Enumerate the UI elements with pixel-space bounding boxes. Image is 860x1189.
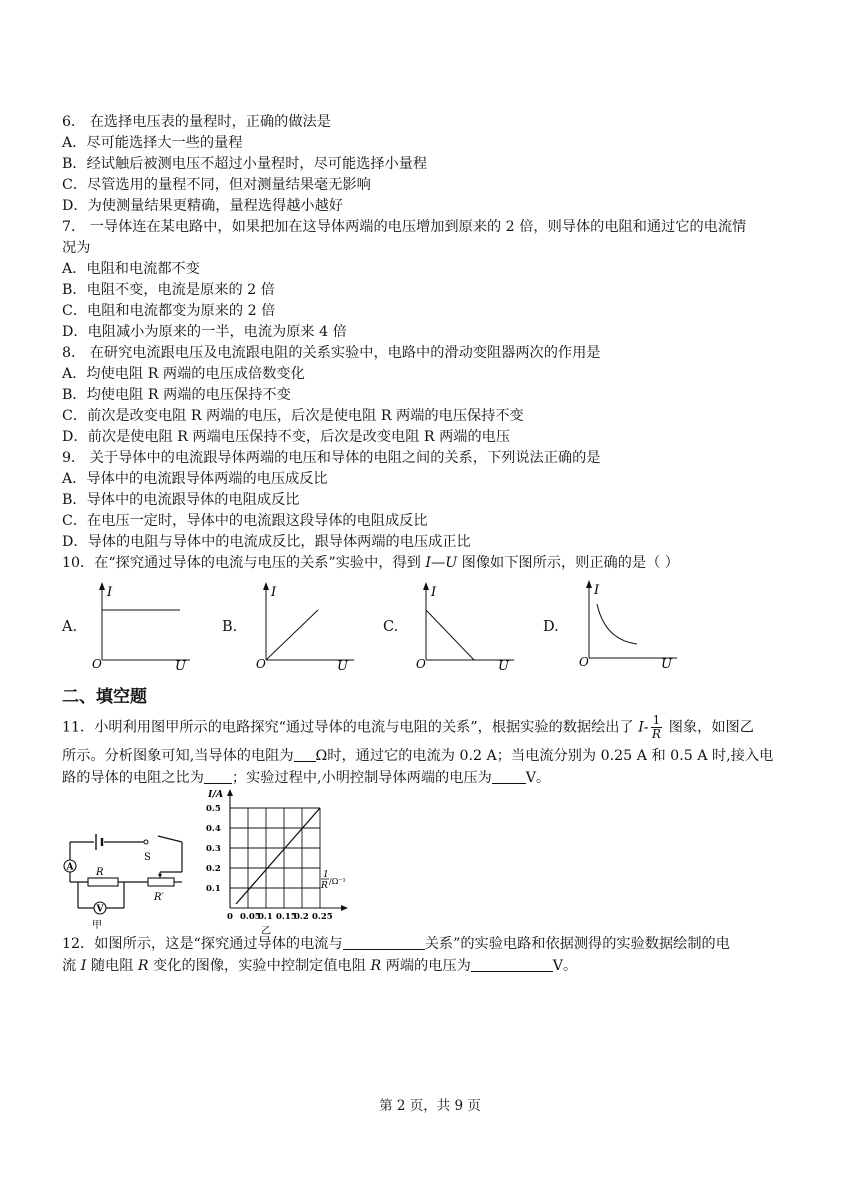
x-axis-label-unit: /Ω⁻¹ [329, 877, 346, 886]
y-tick-label: 0.1 [206, 884, 221, 894]
q11-line3: 路的导体的电阻之比为 ；实验过程中,小明控制导体两端的电压为 V。 [62, 770, 551, 786]
q6-option-c: C．尽管选用的量程不同，但对测量结果毫无影响 [62, 177, 371, 193]
q7-option-a: A．电阻和电流都不变 [62, 261, 200, 277]
x-tick-label: 0.15 [276, 912, 297, 922]
axis-i-label: I [107, 585, 113, 600]
voltmeter-label: V [96, 904, 104, 915]
y-axis-label: I/A [208, 789, 224, 800]
q8-option-b: B．均使电阻 R 两端的电压保持不变 [62, 387, 291, 403]
q11-line2: 所示。分析图象可知,当导体的电阻为 Ω时，通过它的电流为 0.2 A；当电流分别为 0.25 A 和 0.5 A 时,接入电 [62, 748, 774, 764]
q10-stem: 10．在“探究通过导体的电流与电压的关系”实验中，得到 I—U 图像如下图所示，则正确的是（ ） [62, 555, 679, 571]
switch-icon [144, 840, 148, 844]
rheostat-label: R′ [154, 892, 164, 903]
switch-label: S [144, 852, 151, 863]
axis-i-label: I [431, 585, 437, 600]
data-series-line [236, 808, 320, 904]
resistor-icon [88, 878, 118, 886]
resistor-label: R [96, 867, 104, 878]
q9-option-c: C．在电压一定时，导体中的电流跟这段导体的电阻成反比 [62, 513, 428, 529]
q8-stem: 8． 在研究电流跟电压及电流跟电阻的关系实验中，电路中的滑动变阻器两次的作用是 [62, 345, 601, 361]
y-tick-label: 0.2 [206, 864, 221, 874]
rheostat-icon [148, 878, 174, 886]
axis-u-label: U [175, 659, 186, 672]
answer-blank-relation[interactable] [343, 935, 425, 950]
q10-graph-a [88, 580, 198, 672]
q8-option-c: C．前次是改变电阻 R 两端的电压，后次是使电阻 R 两端的电压保持不变 [62, 408, 524, 424]
axis-u-label: U [337, 659, 348, 672]
answer-blank-ratio[interactable] [204, 769, 232, 784]
q8-option-a: A．均使电阻 R 两端的电压成倍数变化 [62, 366, 305, 382]
x-tick-label: 0.25 [312, 912, 333, 922]
section-title-fill-blank: 二、填空题 [62, 687, 147, 707]
q6-stem: 6． 在选择电压表的量程时，正确的做法是 [62, 114, 331, 130]
axis-u-label: U [661, 657, 672, 670]
origin-label: O [92, 657, 102, 671]
x-tick-label: 0.2 [294, 912, 309, 922]
axis-i-label: I [594, 583, 600, 598]
q6-option-a: A．尽可能选择大一些的量程 [62, 135, 243, 151]
q9-stem: 9． 关于导体中的电流跟导体两端的电压和导体的电阻之间的关系，下列说法正确的是 [62, 450, 601, 466]
origin-label: O [579, 655, 589, 669]
q7-option-b: B．电阻不变，电流是原来的 2 倍 [62, 282, 275, 298]
q7-option-c: C．电阻和电流都变为原来的 2 倍 [62, 303, 276, 319]
fraction-1-over-r: $\frac{1}{R}$ [651, 713, 661, 741]
q9-option-a: A．导体中的电流跟导体两端的电压成反比 [62, 471, 328, 487]
q10-label-d: D. [543, 619, 559, 635]
q9-option-b: B．导体中的电流跟导体的电阻成反比 [62, 492, 300, 508]
origin-label: O [416, 657, 426, 671]
q11-i-vs-inverse-r-graph [204, 787, 354, 937]
x-axis-label-den: R [321, 881, 328, 891]
answer-blank-voltage[interactable] [492, 769, 526, 784]
q10-label-c: C. [383, 619, 399, 635]
q10-label-b: B. [222, 619, 238, 635]
q7-option-d: D．电阻减小为原来的一半，电流为原来 4 倍 [62, 324, 347, 340]
q7-stem-line2: 况为 [62, 240, 91, 256]
y-tick-label: 0.3 [206, 844, 221, 854]
x-tick-label: 0.05 [240, 912, 261, 922]
y-tick-label: 0.4 [206, 824, 221, 834]
q10-label-a: A. [62, 619, 78, 635]
answer-blank-control-voltage[interactable] [471, 957, 553, 972]
q11-circuit-diagram [58, 832, 198, 932]
ammeter-label: A [66, 862, 74, 873]
y-tick-label: 0.5 [206, 804, 221, 814]
q10-graph-b [252, 580, 362, 672]
page-footer: 第 2 页，共 9 页 [379, 1098, 481, 1114]
q9-option-d: D．导体的电阻与导体中的电流成反比，跟导体两端的电压成正比 [62, 534, 471, 550]
x-axis-label-num: 1 [323, 870, 329, 880]
axis-u-label: U [498, 659, 509, 672]
x-tick-label: 0.1 [258, 912, 273, 922]
q6-option-d: D．为使测量结果更精确，量程选得越小越好 [62, 198, 343, 214]
q7-stem-line1: 7． 一导体连在某电路中，如果把加在这导体两端的电压增加到原来的 2 倍，则导体的电阻和通过它的电流情 [62, 219, 747, 235]
q11-line1: 11．小明利用图甲所示的电路探究“通过导体的电流与电阻的关系”，根据实验的数据绘出了 I- $\frac{1}{R}$ 图象，如图乙 [62, 713, 754, 741]
q12-line1: 12．如图所示，这是“探究通过导体的电流与 关系”的实验电路和依据测得的实验数据绘制的电 [62, 936, 730, 952]
x-tick-label: 0 [227, 912, 233, 922]
q10-graph-c [412, 580, 522, 672]
graph-caption: 乙 [261, 926, 271, 937]
q10-graph-d [575, 578, 685, 670]
circuit-caption: 甲 [92, 920, 102, 931]
q8-option-d: D．前次是使电阻 R 两端电压保持不变，后次是改变电阻 R 两端的电压 [62, 429, 511, 445]
origin-label: O [256, 657, 266, 671]
answer-blank-resistance[interactable] [294, 747, 316, 762]
q6-option-b: B．经试触后被测电压不超过小量程时，尽可能选择小量程 [62, 156, 428, 172]
q12-line2: 流 I 随电阻 R 变化的图像，实验中控制定值电阻 R 两端的电压为 V。 [62, 958, 578, 974]
axis-i-label: I [271, 585, 277, 600]
